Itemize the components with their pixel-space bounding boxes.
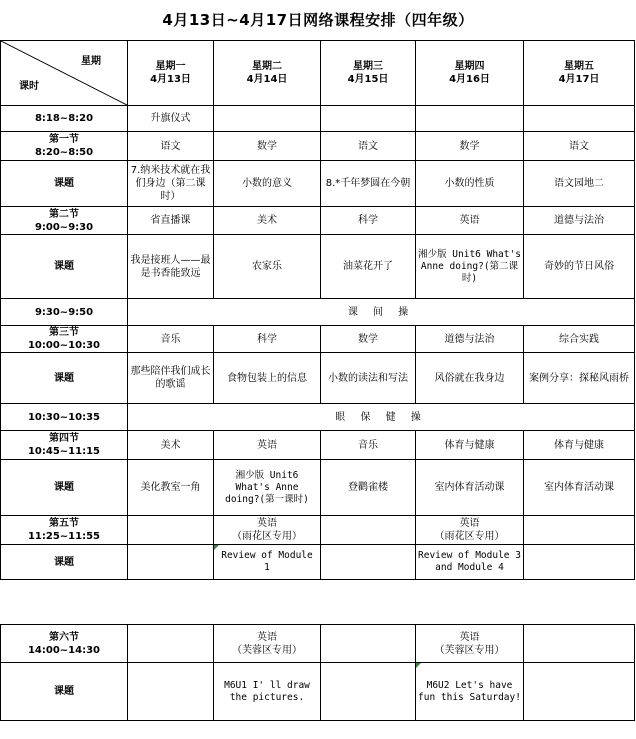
topic-cell: 登鹳雀楼 (321, 460, 416, 516)
topic-cell: 油菜花开了 (321, 235, 416, 299)
topic-cell: 8.*千年梦圆在今朝 (321, 161, 416, 207)
subject-cell: 美术 (214, 207, 321, 235)
subject-cell: 英语 （雨花区专用） (416, 516, 524, 545)
subject-cell: 英语 （雨花区专用） (214, 516, 321, 545)
subject-cell: 数学 (416, 132, 524, 161)
topic-row (1, 161, 635, 207)
diagonal-line (1, 41, 127, 105)
period-label-cell: 第三节 10:00~10:30 (1, 326, 128, 353)
subject-cell (128, 625, 214, 663)
header-row (1, 41, 635, 106)
day-header-wed: 星期三 4月15日 (321, 41, 416, 106)
day-header-mon: 星期一 4月13日 (128, 41, 214, 106)
subject-cell: 科学 (321, 207, 416, 235)
time-cell: 10:30~10:35 (1, 404, 128, 431)
weekday-axis-label: 星期 (81, 56, 101, 67)
subject-cell (321, 516, 416, 545)
subject-cell: 美术 (128, 431, 214, 460)
topic-row (1, 235, 635, 299)
topic-cell: 湘少版 Unit6 What's Anne doing?(第二课时) (416, 235, 524, 299)
page-title: 4月13日~4月17日网络课程安排（四年级） (162, 11, 474, 29)
topic-cell: 案例分享：探秘风雨桥 (524, 353, 635, 404)
break-row (1, 404, 635, 431)
period-row (1, 431, 635, 460)
period-label-cell: 第五节 11:25~11:55 (1, 516, 128, 545)
subject-cell: 语文 (321, 132, 416, 161)
period-row (1, 132, 635, 161)
diagonal-header-cell (1, 41, 128, 106)
subject-cell (524, 516, 635, 545)
topic-cell: 小数的读法和写法 (321, 353, 416, 404)
period-label-cell: 第一节 8:20~8:50 (1, 132, 128, 161)
topic-label-cell: 课题 (1, 460, 128, 516)
subject-cell: 音乐 (128, 326, 214, 353)
period-label-cell: 第四节 10:45~11:15 (1, 431, 128, 460)
topic-row (1, 663, 635, 721)
topic-cell (128, 545, 214, 580)
subject-cell: 英语 （芙蓉区专用） (214, 625, 321, 663)
period-row (1, 516, 635, 545)
flag-ceremony-cell: 升旗仪式 (128, 106, 214, 132)
subject-cell: 体育与健康 (524, 431, 635, 460)
day-header-fri: 星期五 4月17日 (524, 41, 635, 106)
topic-cell (524, 663, 635, 721)
topic-cell (321, 663, 416, 721)
topic-cell: M6U2 Let's have fun this Saturday! (416, 663, 524, 721)
topic-label-cell: 课题 (1, 235, 128, 299)
subject-cell: 数学 (321, 326, 416, 353)
subject-cell: 数学 (214, 132, 321, 161)
topic-cell: 风俗就在我身边 (416, 353, 524, 404)
day-header-tue: 星期二 4月14日 (214, 41, 321, 106)
subject-cell: 体育与健康 (416, 431, 524, 460)
topic-cell: 室内体育活动课 (524, 460, 635, 516)
period-label-cell: 第六节 14:00~14:30 (1, 625, 128, 663)
period-row (1, 326, 635, 353)
period-axis-label: 课时 (19, 81, 39, 92)
topic-row (1, 545, 635, 580)
subject-cell (128, 516, 214, 545)
topic-cell: M6U1 I' ll draw the pictures. (214, 663, 321, 721)
topic-cell (321, 545, 416, 580)
topic-cell: 美化教室一角 (128, 460, 214, 516)
break-row (1, 299, 635, 326)
time-cell: 8:18~8:20 (1, 106, 128, 132)
topic-cell: 食物包装上的信息 (214, 353, 321, 404)
subject-cell (524, 625, 635, 663)
topic-cell: 我是接班人——最是书香能致远 (128, 235, 214, 299)
subject-cell: 道德与法治 (416, 326, 524, 353)
schedule-table (0, 40, 635, 721)
subject-cell: 科学 (214, 326, 321, 353)
topic-cell: 小数的意义 (214, 161, 321, 207)
spacer-row (1, 580, 635, 625)
topic-label-cell: 课题 (1, 353, 128, 404)
subject-cell: 语文 (524, 132, 635, 161)
period-row (1, 207, 635, 235)
topic-label-cell: 课题 (1, 545, 128, 580)
topic-cell: 湘少版 Unit6 What's Anne doing?(第一课时) (214, 460, 321, 516)
time-cell: 9:30~9:50 (1, 299, 128, 326)
topic-cell: 7.纳米技术就在我们身边（第二课时） (128, 161, 214, 207)
topic-cell: 室内体育活动课 (416, 460, 524, 516)
break-label: 课 间 操 (128, 299, 635, 326)
subject-cell: 英语 (416, 207, 524, 235)
subject-cell: 英语 （芙蓉区专用） (416, 625, 524, 663)
break-label: 眼 保 健 操 (128, 404, 635, 431)
topic-cell: 语文园地二 (524, 161, 635, 207)
subject-cell (321, 625, 416, 663)
topic-row (1, 460, 635, 516)
subject-cell: 道德与法治 (524, 207, 635, 235)
topic-cell (524, 545, 635, 580)
topic-label-cell: 课题 (1, 161, 128, 207)
period-label-cell: 第二节 9:00~9:30 (1, 207, 128, 235)
topic-cell: 奇妙的节日风俗 (524, 235, 635, 299)
topic-cell: Review of Module 1 (214, 545, 321, 580)
period-row (1, 625, 635, 663)
flag-ceremony-row (1, 106, 635, 132)
topic-label-cell: 课题 (1, 663, 128, 721)
topic-row (1, 353, 635, 404)
subject-cell: 省直播课 (128, 207, 214, 235)
topic-cell: Review of Module 3 and Module 4 (416, 545, 524, 580)
topic-cell (128, 663, 214, 721)
day-header-thu: 星期四 4月16日 (416, 41, 524, 106)
subject-cell: 英语 (214, 431, 321, 460)
topic-cell: 那些陪伴我们成长的歌谣 (128, 353, 214, 404)
subject-cell: 音乐 (321, 431, 416, 460)
topic-cell: 小数的性质 (416, 161, 524, 207)
subject-cell: 语文 (128, 132, 214, 161)
topic-cell: 农家乐 (214, 235, 321, 299)
subject-cell: 综合实践 (524, 326, 635, 353)
